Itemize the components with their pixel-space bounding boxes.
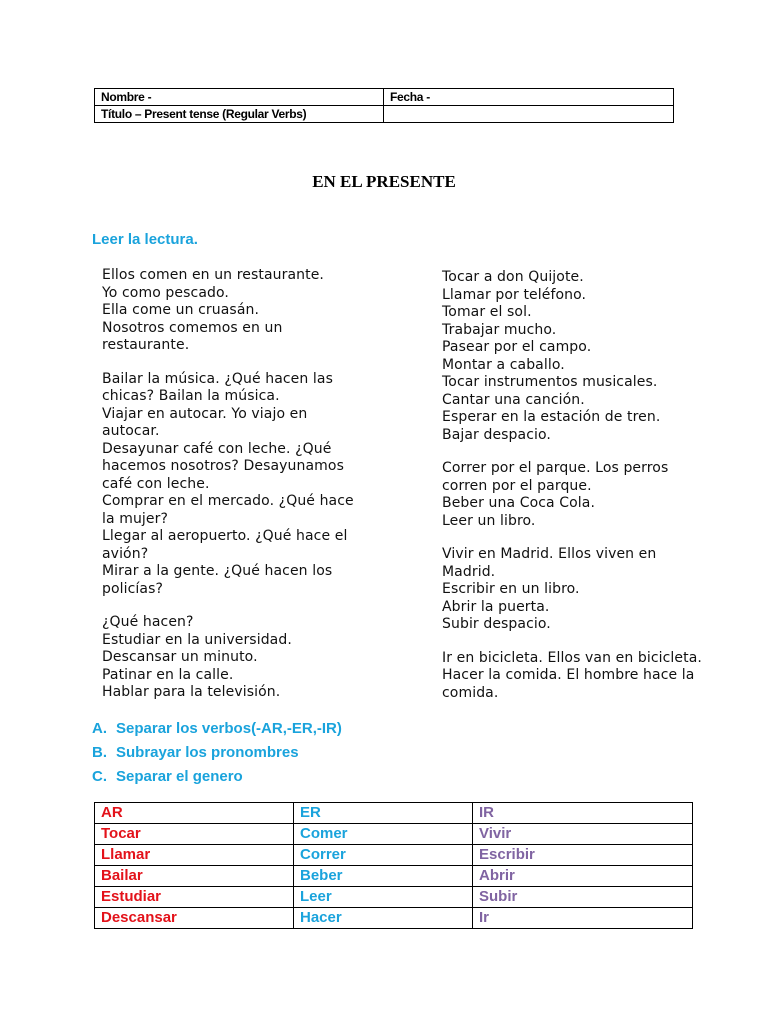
table-row bbox=[95, 866, 693, 887]
ir-verb: Abrir bbox=[473, 866, 693, 887]
reading-line: Comprar en el mercado. ¿Qué hace bbox=[102, 493, 354, 509]
verb-table-header-row bbox=[95, 803, 693, 824]
paragraph-gap bbox=[442, 530, 702, 546]
verb-table bbox=[94, 802, 693, 929]
fecha-label: Fecha - bbox=[384, 89, 674, 106]
task-item bbox=[92, 720, 342, 744]
reading-line: Bajar despacio. bbox=[442, 426, 551, 443]
task-letter: A. bbox=[92, 720, 107, 737]
reading-line: avión? bbox=[102, 545, 149, 562]
paragraph-gap bbox=[102, 598, 354, 614]
reading-line: chicas? Bailan la música. bbox=[102, 388, 280, 404]
ar-verb: Estudiar bbox=[95, 887, 294, 908]
reading-line: Pasear por el campo. bbox=[442, 339, 592, 355]
er-verb: Leer bbox=[294, 887, 473, 908]
ar-header: AR bbox=[95, 803, 294, 824]
reading-line: Leer un libro. bbox=[442, 512, 536, 529]
task-text: Separar los verbos(-AR,-ER,-IR) bbox=[116, 720, 342, 737]
reading-line: Desayunar café con leche. ¿Qué bbox=[102, 440, 332, 457]
reading-line: café con leche. bbox=[102, 475, 210, 492]
task-letter: C. bbox=[92, 768, 107, 785]
ar-verb: Tocar bbox=[95, 824, 294, 845]
reading-line: Llamar por teléfono. bbox=[442, 286, 587, 303]
header-table bbox=[94, 88, 674, 123]
table-row bbox=[95, 845, 693, 866]
reading-line: Estudiar en la universidad. bbox=[102, 631, 292, 648]
er-verb: Beber bbox=[294, 866, 473, 887]
table-row bbox=[95, 824, 693, 845]
ir-verb: Escribir bbox=[473, 845, 693, 866]
reading-line: Tocar instrumentos musicales. bbox=[442, 374, 658, 390]
ar-verb: Descansar bbox=[95, 908, 294, 929]
nombre-label: Nombre - bbox=[95, 89, 384, 106]
task-letter: B. bbox=[92, 744, 107, 761]
er-verb: Correr bbox=[294, 845, 473, 866]
titulo-value-cell bbox=[384, 106, 674, 123]
reading-line: Ir en bicicleta. Ellos van en bicicleta. bbox=[442, 649, 702, 666]
er-verb: Hacer bbox=[294, 908, 473, 929]
reading-line: Trabajar mucho. bbox=[442, 321, 557, 338]
reading-line: Ellos comen en un restaurante. bbox=[102, 267, 324, 283]
reading-line: Madrid. bbox=[442, 563, 496, 580]
titulo-label: Título – Present tense (Regular Verbs) bbox=[95, 106, 384, 123]
reading-line: Vivir en Madrid. Ellos viven en bbox=[442, 546, 657, 562]
reading-line: Abrir la puerta. bbox=[442, 598, 550, 615]
reading-line: Beber una Coca Cola. bbox=[442, 495, 596, 511]
er-verb: Comer bbox=[294, 824, 473, 845]
reading-line: autocar. bbox=[102, 423, 160, 439]
reading-line: Ella come un cruasán. bbox=[102, 302, 260, 318]
reading-line: Subir despacio. bbox=[442, 616, 551, 632]
header-row-1 bbox=[95, 89, 674, 106]
reading-right-column bbox=[442, 269, 702, 702]
ar-verb: Llamar bbox=[95, 845, 294, 866]
reading-line: Mirar a la gente. ¿Qué hacen los bbox=[102, 563, 333, 579]
reading-line: policías? bbox=[102, 580, 164, 597]
reading-line: comida. bbox=[442, 684, 499, 701]
reading-line: Hablar para la televisión. bbox=[102, 684, 281, 700]
reading-line: corren por el parque. bbox=[442, 477, 592, 494]
reading-instruction: Leer la lectura. bbox=[92, 231, 198, 248]
task-text: Subrayar los pronombres bbox=[116, 744, 299, 761]
task-text: Separar el genero bbox=[116, 768, 243, 785]
reading-line: Tocar a don Quijote. bbox=[442, 269, 584, 285]
reading-line: ¿Qué hacen? bbox=[102, 614, 194, 630]
table-row bbox=[95, 908, 693, 929]
ir-verb: Ir bbox=[473, 908, 693, 929]
ir-verb: Subir bbox=[473, 887, 693, 908]
reading-line: Tomar el sol. bbox=[442, 304, 532, 320]
reading-line: Escribir en un libro. bbox=[442, 581, 580, 597]
reading-line: Cantar una canción. bbox=[442, 391, 585, 408]
reading-line: Patinar en la calle. bbox=[102, 666, 234, 683]
reading-line: hacemos nosotros? Desayunamos bbox=[102, 458, 344, 474]
page-title: EN EL PRESENTE bbox=[312, 172, 456, 191]
reading-line: Yo como pescado. bbox=[102, 284, 229, 301]
reading-line: Correr por el parque. Los perros bbox=[442, 460, 669, 476]
ir-verb: Vivir bbox=[473, 824, 693, 845]
reading-line: Descansar un minuto. bbox=[102, 649, 258, 665]
paragraph-gap bbox=[102, 355, 354, 371]
reading-left-column bbox=[102, 267, 354, 702]
reading-line: Esperar en la estación de tren. bbox=[442, 409, 661, 425]
reading-line: Nosotros comemos en un bbox=[102, 319, 283, 336]
paragraph-gap bbox=[442, 444, 702, 460]
task-item bbox=[92, 744, 342, 768]
reading-line: Hacer la comida. El hombre hace la bbox=[442, 667, 695, 683]
paragraph-gap bbox=[442, 634, 702, 650]
task-item bbox=[92, 768, 342, 792]
reading-line: la mujer? bbox=[102, 510, 169, 527]
reading-line: Viajar en autocar. Yo viajo en bbox=[102, 405, 308, 422]
reading-line: Montar a caballo. bbox=[442, 356, 565, 373]
header-row-2 bbox=[95, 106, 674, 123]
reading-line: restaurante. bbox=[102, 337, 190, 353]
table-row bbox=[95, 887, 693, 908]
ar-verb: Bailar bbox=[95, 866, 294, 887]
ir-header: IR bbox=[473, 803, 693, 824]
reading-line: Llegar al aeropuerto. ¿Qué hace el bbox=[102, 528, 348, 544]
reading-line: Bailar la música. ¿Qué hacen las bbox=[102, 370, 333, 387]
task-list bbox=[92, 720, 342, 792]
er-header: ER bbox=[294, 803, 473, 824]
